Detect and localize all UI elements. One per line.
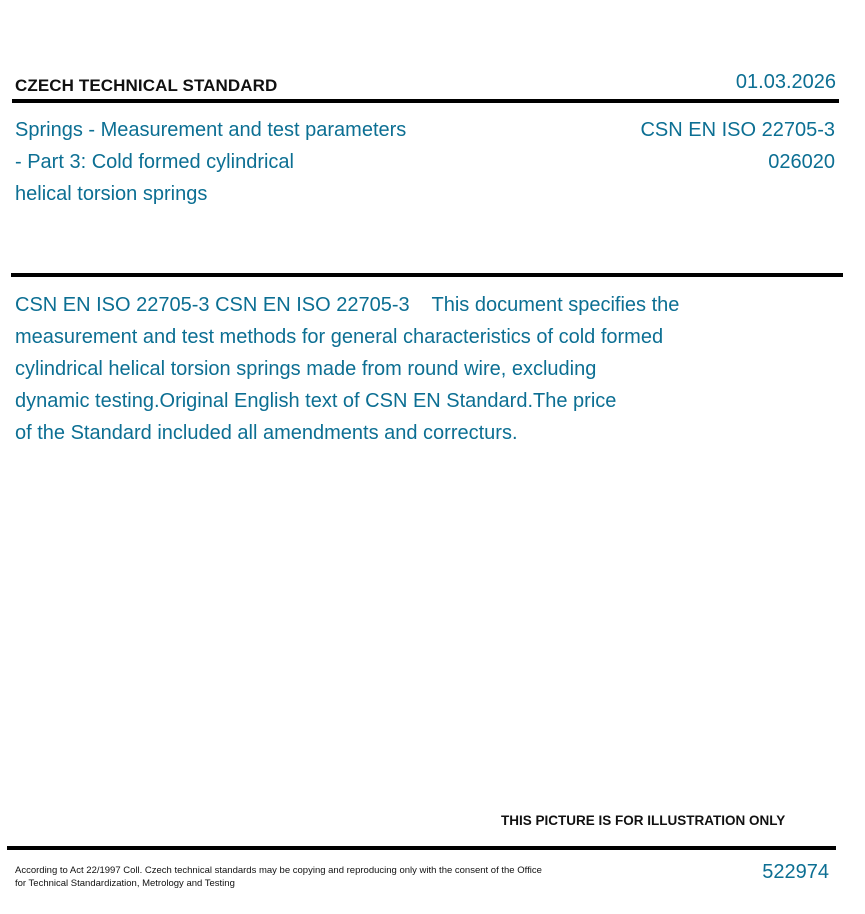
standard-title-line: Springs - Measurement and test parameters — [15, 119, 407, 141]
description-line: of the Standard included all amendments and correcturs. — [15, 422, 518, 444]
standard-code: CSN EN ISO 22705-3 — [640, 119, 835, 141]
standard-title-line: helical torsion springs — [15, 183, 208, 205]
issue-date: 01.03.2026 — [735, 71, 836, 93]
footer-divider — [7, 846, 836, 850]
header-divider — [12, 99, 839, 103]
legal-line: According to Act 22/1997 Coll. Czech technical standards may be copying and reproducing only with the consent of the Office — [15, 865, 542, 876]
standard-title — [15, 114, 455, 210]
description-line: cylindrical helical torsion springs made from round wire, excluding — [15, 358, 597, 380]
standard-title-line: - Part 3: Cold formed cylindrical — [15, 151, 294, 173]
description-line: measurement and test methods for general characteristics of cold formed — [15, 326, 664, 348]
legal-notice — [15, 864, 585, 890]
description-line: CSN EN ISO 22705-3 CSN EN ISO 22705-3 This document specifies the — [15, 294, 680, 316]
standard-description — [15, 289, 745, 449]
document-type-label: CZECH TECHNICAL STANDARD — [15, 76, 278, 95]
class-number: 026020 — [768, 151, 835, 173]
title-divider — [11, 273, 843, 277]
standard-identifiers — [640, 114, 835, 178]
illustration-notice: THIS PICTURE IS FOR ILLUSTRATION ONLY — [501, 813, 786, 828]
description-line: dynamic testing.Original English text of CSN EN Standard.The price — [15, 390, 617, 412]
legal-line: for Technical Standardization, Metrology and Testing — [15, 878, 235, 889]
catalog-number: 522974 — [762, 861, 829, 883]
